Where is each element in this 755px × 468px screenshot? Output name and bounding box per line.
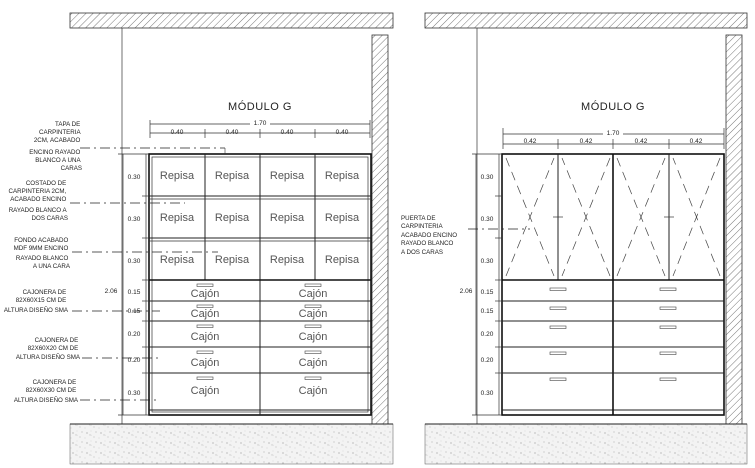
drawer-handle-icon <box>550 352 566 355</box>
module-title: MÓDULO G <box>228 101 292 113</box>
row-dim: 0.15 <box>127 289 141 296</box>
note-drawer-20: CAJONERA DE 82X60X20 CM DE ALTURA DISEÑO SMA <box>15 337 80 361</box>
drawer-label: Cajón <box>190 308 220 320</box>
row-dim: 0.15 <box>127 308 141 315</box>
row-dim: 0.20 <box>480 331 494 338</box>
shelf-label: Repisa <box>159 170 195 182</box>
total-height-dim: 2.06 <box>104 288 118 295</box>
height-dims <box>460 154 502 415</box>
floor-slab <box>425 424 747 464</box>
note-drawer-30: CAJONERA DE 82X60X30 CM DE ALTURA DISEÑO SMA <box>13 379 78 404</box>
shelves <box>149 154 371 415</box>
row-dim: 0.30 <box>127 390 141 397</box>
shelf-label: Repisa <box>214 212 250 224</box>
drawer-handle-icon <box>550 326 566 329</box>
ceiling-hatch <box>425 13 747 28</box>
row-dim: 0.20 <box>480 357 494 364</box>
shelf-label: Repisa <box>214 254 250 266</box>
module-title: MÓDULO G <box>581 101 645 113</box>
row-dim: 0.15 <box>480 289 494 296</box>
total-width-dim: 1.70 <box>606 130 620 137</box>
col-dim: 0.42 <box>689 138 703 145</box>
shelf-label: Repisa <box>269 212 305 224</box>
total-height-dim: 2.06 <box>459 288 473 295</box>
drawer-handle-icon <box>197 377 213 380</box>
floor-slab <box>70 424 393 464</box>
shelf-label: Repisa <box>214 170 250 182</box>
row-dim: 0.20 <box>127 357 141 364</box>
row-dim: 0.30 <box>480 216 494 223</box>
drawer-handle-icon <box>305 351 321 354</box>
drawer-handle-icon <box>660 352 676 355</box>
drawer-handle-icon <box>550 307 566 310</box>
right-elevation <box>401 13 747 464</box>
ceiling-hatch <box>70 13 393 28</box>
drawer-label: Cajón <box>190 331 220 343</box>
col-dim: 0.42 <box>634 138 648 145</box>
drawer-label: Cajón <box>190 288 220 300</box>
drawer-label: Cajón <box>298 357 328 369</box>
drawer-handle-icon <box>660 326 676 329</box>
col-dim: 0.40 <box>170 129 184 136</box>
annotation-notes <box>4 121 82 404</box>
note-top-panel: TAPA DE CARPINTERIA 2CM, ACABADO ENCINO RAYADO BLANCO A UNA CARAS <box>29 121 82 172</box>
wall-hatch-right <box>726 35 742 424</box>
shelf-label: Repisa <box>159 212 195 224</box>
drawer-handle-icon <box>660 307 676 310</box>
drawer-handle-icon <box>550 378 566 381</box>
left-elevation <box>4 13 393 464</box>
row-dim: 0.30 <box>127 216 141 223</box>
drawer-label: Cajón <box>298 288 328 300</box>
drawer-label: Cajón <box>298 308 328 320</box>
col-dim: 0.40 <box>280 129 294 136</box>
row-dim: 0.15 <box>480 308 494 315</box>
col-dim: 0.42 <box>523 138 537 145</box>
drawer-handle-icon <box>197 325 213 328</box>
height-dims <box>105 154 149 415</box>
note-back-panel: FONDO ACABADO MDF 9MM ENCINO RAYADO BLANCO A UNA CARA <box>13 237 70 270</box>
shelf-label: Repisa <box>324 254 360 266</box>
shelf-label: Repisa <box>269 170 305 182</box>
drawer-handle-icon <box>305 325 321 328</box>
col-dim: 0.40 <box>225 129 239 136</box>
col-dim: 0.40 <box>335 129 349 136</box>
drawer-label: Cajón <box>190 385 220 397</box>
shelf-label: Repisa <box>269 254 305 266</box>
row-dim: 0.30 <box>480 174 494 181</box>
drawer-handle-icon <box>305 284 321 287</box>
drawer-label: Cajón <box>298 385 328 397</box>
row-dim: 0.20 <box>127 331 141 338</box>
drawer-label: Cajón <box>298 331 328 343</box>
drawer-handle-icon <box>197 284 213 287</box>
shelf-label: Repisa <box>324 212 360 224</box>
row-dim: 0.30 <box>480 390 494 397</box>
wall-hatch-right <box>372 35 388 424</box>
drawer-label: Cajón <box>190 357 220 369</box>
total-width-dim: 1.70 <box>253 120 267 127</box>
row-dim: 0.30 <box>127 174 141 181</box>
note-door: PUERTA DE CARPINTERIA ACABADO ENCINO RAYADO BLANCO A DOS CARAS <box>401 215 458 256</box>
drawer-handle-icon <box>305 377 321 380</box>
row-dim: 0.30 <box>127 258 141 265</box>
note-side-panel: COSTADO DE CARPINTERIA 2CM, ACABADO ENCINO RAYADO BLANCO A DOS CARAS <box>8 180 68 222</box>
note-drawer-15: CAJONERA DE 82X60X15 CM DE ALTURA DISEÑO SMA <box>3 289 68 314</box>
shelf-label: Repisa <box>159 254 195 266</box>
drawer-handle-icon <box>660 288 676 291</box>
drawer-handle-icon <box>550 288 566 291</box>
row-dim: 0.30 <box>480 258 494 265</box>
shelf-label: Repisa <box>324 170 360 182</box>
drawer-handle-icon <box>660 378 676 381</box>
col-dim: 0.42 <box>579 138 593 145</box>
drawer-handle-icon <box>197 351 213 354</box>
